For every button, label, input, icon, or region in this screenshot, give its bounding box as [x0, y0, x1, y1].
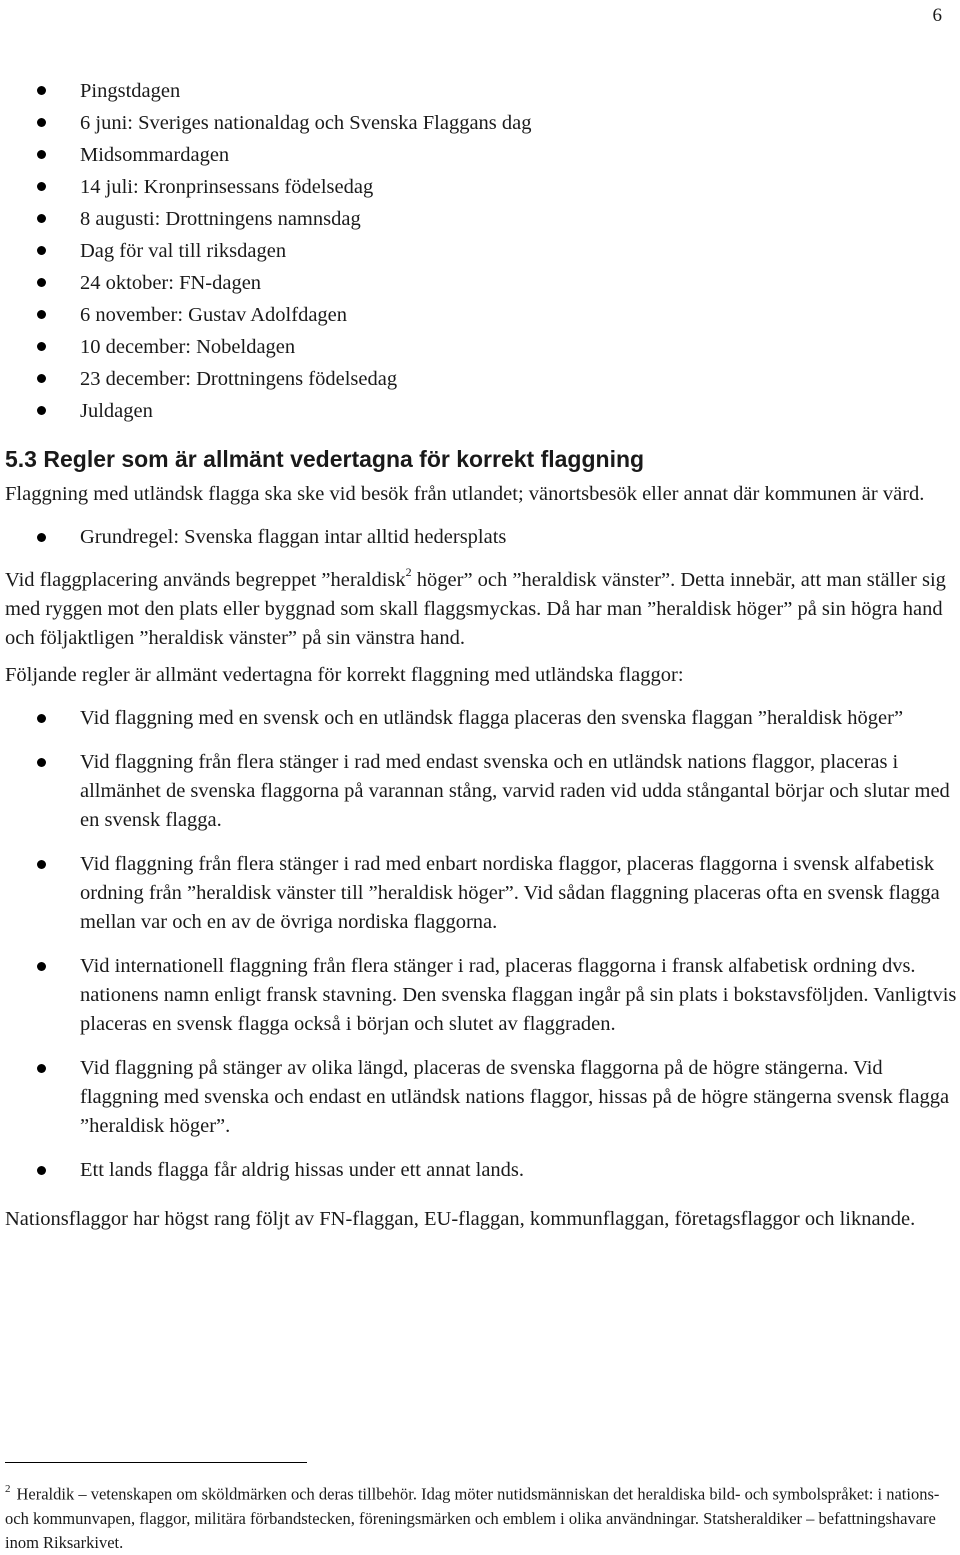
placement-text-end: höger” och ”heraldisk vänster”. Detta innebär, att man ställer sig med ryggen mot den plats eller byggnad som skall flaggsmyckas. Då har man ”heraldisk höger” på sin högra hand och följaktligen ”heraldisk vänster” på sin vänstra hand. — [5, 569, 946, 649]
rules-list — [5, 704, 957, 1185]
list-item: 6 juni: Sveriges nationaldag och Svenska Flaggans dag — [5, 107, 957, 139]
list-item: Vid flaggning från flera stänger i rad med endast svenska och en utländsk nations flaggor, placeras i allmänhet de svenska flaggorna på varannan stång, varvid raden vid udda stångantal börjar och slutar med en svensk flagga. — [5, 748, 957, 835]
list-item: 24 oktober: FN-dagen — [5, 267, 957, 299]
footnote-reference: 2 — [405, 565, 412, 580]
footnote-text: Heraldik – vetenskapen om sköldmärken och deras tillbehör. Idag möter nutidsmänniskan det heraldiska bild- och symbolspråket: i nations- och kommunvapen, flaggor, militära förbandstecken, föreningsmärken och emblem i olika användningar. Statsheraldiker – befattningshavare inom Riksarkivet. — [5, 1484, 940, 1552]
list-item: Vid flaggning på stänger av olika längd, placeras de svenska flaggorna på de högre stängerna. Vid flaggning med svenska och endast en utländsk nations flaggor, hissas på de högre stängerna svensk flagga ”heraldisk höger”. — [5, 1054, 957, 1141]
placement-text-start: Vid flaggplacering används begreppet ”heraldisk — [5, 569, 406, 591]
list-item: Dag för val till riksdagen — [5, 235, 957, 267]
list-item: Grundregel: Svenska flaggan intar alltid hedersplats — [5, 523, 957, 552]
list-item: 8 augusti: Drottningens namnsdag — [5, 203, 957, 235]
list-item: Midsommardagen — [5, 139, 957, 171]
list-item: Juldagen — [5, 395, 957, 427]
list-item: 14 juli: Kronprinsessans födelsedag — [5, 171, 957, 203]
holiday-list — [5, 75, 957, 427]
page-number: 6 — [932, 5, 942, 26]
list-item: Ett lands flagga får aldrig hissas under ett annat lands. — [5, 1156, 957, 1185]
list-item: Vid flaggning med en svensk och en utländsk flagga placeras den svenska flaggan ”heraldisk höger” — [5, 704, 957, 733]
rank-note: Nationsflaggor har högst rang följt av FN-flaggan, EU-flaggan, kommunflaggan, företagsflaggor och liknande. — [5, 1208, 916, 1230]
footnote-divider — [5, 1462, 307, 1463]
footnote — [5, 1478, 955, 1555]
section-heading: 5.3 Regler som är allmänt vedertagna för korrekt flaggning — [5, 446, 645, 472]
list-item: 23 december: Drottningens födelsedag — [5, 363, 957, 395]
list-item: Vid internationell flaggning från flera stänger i rad, placeras flaggorna i fransk alfabetisk ordning dvs. nationens namn enligt fransk stavning. Den svenska flaggan ingår på sin plats i bokstavsföljden. Vanligtvis placeras en svensk flagga också i början och slutet av flaggraden. — [5, 952, 957, 1039]
document-body — [5, 75, 957, 1234]
placement-paragraph — [5, 566, 957, 653]
list-item: 6 november: Gustav Adolfdagen — [5, 299, 957, 331]
list-item: Pingstdagen — [5, 75, 957, 107]
basic-rule-list — [5, 523, 957, 552]
section-intro: Flaggning med utländsk flagga ska ske vid besök från utlandet; vänortsbesök eller annat där kommunen är värd. — [5, 483, 925, 505]
rules-intro: Följande regler är allmänt vedertagna för korrekt flaggning med utländska flaggor: — [5, 664, 684, 686]
list-item: Vid flaggning från flera stänger i rad med enbart nordiska flaggor, placeras flaggorna i svensk alfabetisk ordning från ”heraldisk vänster till ”heraldisk höger”. Vid sådan flaggning placeras ofta en svensk flagga mellan var och en av de övriga nordiska flaggorna. — [5, 850, 957, 937]
footnote-number: 2 — [5, 1483, 11, 1495]
list-item: 10 december: Nobeldagen — [5, 331, 957, 363]
